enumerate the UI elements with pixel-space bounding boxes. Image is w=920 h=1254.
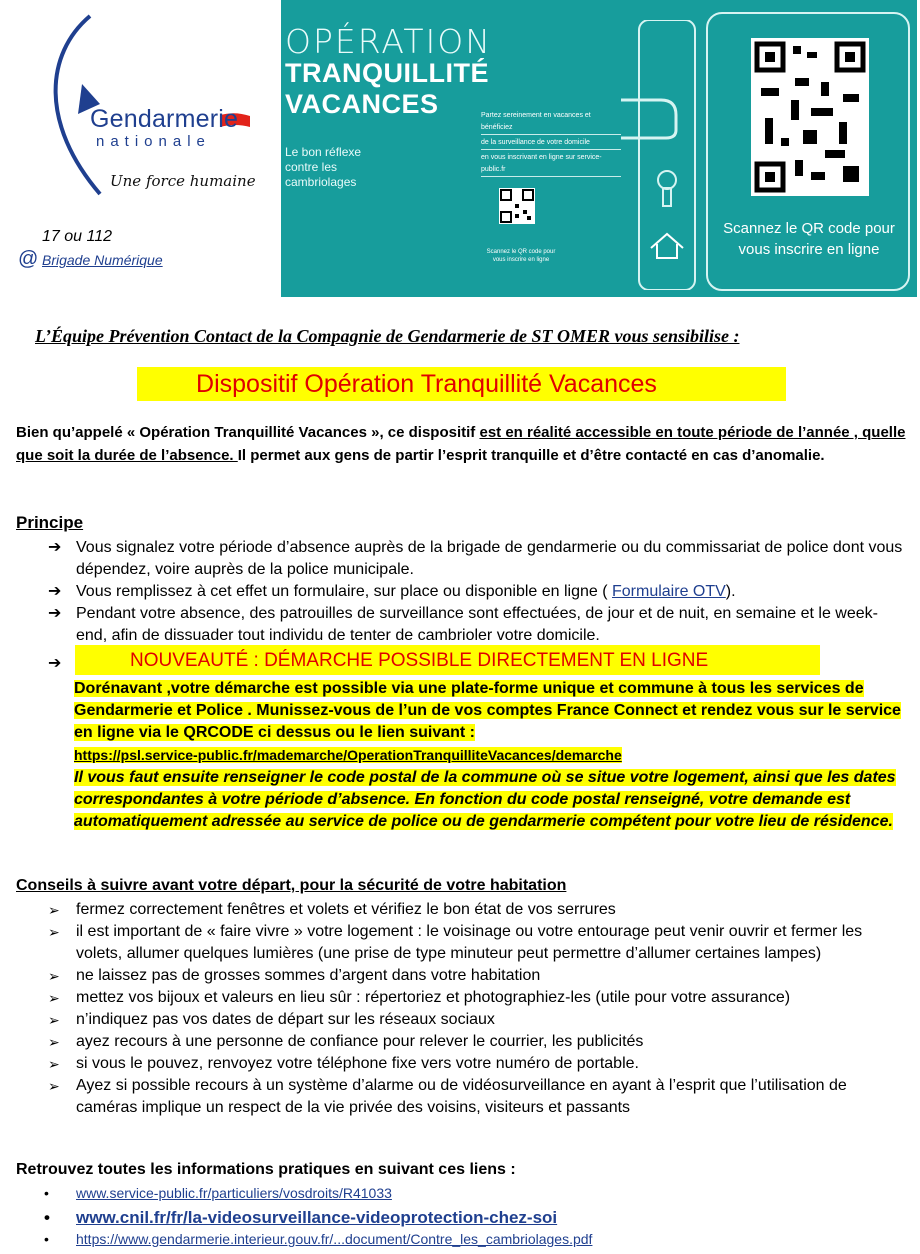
banner-tagline: Le bon réflexe contre les cambriolages bbox=[285, 145, 362, 189]
list-item-text: Vous remplissez à cet effet un formulaire, sur place ou disponible en ligne ( bbox=[76, 583, 612, 600]
banner-info-line: de la surveillance de votre domicile bbox=[481, 137, 621, 150]
logo-motto: Une force humaine bbox=[110, 172, 256, 190]
principe-heading: Principe bbox=[16, 513, 84, 532]
list-item bbox=[48, 537, 908, 581]
links-list bbox=[44, 1185, 904, 1254]
arrowhead-bullet-icon: ➢ bbox=[48, 1056, 60, 1072]
paragraph-part: Bien qu’appelé « Opération Tranquillité Vacances », ce dispositif bbox=[16, 424, 480, 441]
conseils-heading: Conseils à suivre avant votre départ, pour la sécurité de votre habitation bbox=[16, 877, 567, 894]
small-qr-code-icon bbox=[499, 188, 535, 224]
arrowhead-bullet-icon: ➢ bbox=[48, 990, 60, 1006]
intro-paragraph bbox=[16, 421, 906, 467]
list-item bbox=[48, 921, 908, 965]
list-item bbox=[48, 987, 908, 1009]
small-qr-caption: Scannez le QR code pour vous inscrire en ligne bbox=[486, 249, 556, 263]
logo-subtitle: nationale bbox=[96, 133, 211, 150]
demarche-url-link[interactable]: https://psl.service-public.fr/mademarche/OperationTranquilliteVacances/demarche bbox=[74, 747, 622, 763]
list-item-text: ne laissez pas de grosses sommes d’argent dans votre habitation bbox=[76, 967, 541, 984]
list-item-text: Pendant votre absence, des patrouilles de surveillance sont effectuées, de jour et de nuit, en semaine et le week-end, afin de dissuader tout individu de tenter de cambrioler votre domicile. bbox=[76, 605, 878, 644]
list-item-text: Ayez si possible recours à un système d’alarme ou de vidéosurveillance en ayant à l’esprit que l’utilisation de caméras implique un respect de la vie privée des voisins, visiteurs et passants bbox=[76, 1077, 847, 1116]
arrowhead-bullet-icon: ➢ bbox=[48, 1034, 60, 1050]
bullet-icon: • bbox=[44, 1185, 49, 1201]
brigade-numerique-link[interactable]: Brigade Numérique bbox=[42, 252, 163, 268]
list-item-text: fermez correctement fenêtres et volets et vérifiez le bon état de vos serrures bbox=[76, 901, 616, 918]
list-item bbox=[48, 1053, 908, 1075]
document-title: Dispositif Opération Tranquillité Vacances bbox=[196, 370, 657, 398]
banner-info-line: en vous inscrivant en ligne sur service-public.fr bbox=[481, 152, 621, 177]
list-item bbox=[48, 603, 908, 647]
nouveaute-title: NOUVEAUTÉ : DÉMARCHE POSSIBLE DIRECTEMENT EN LIGNE bbox=[130, 650, 709, 671]
emergency-numbers: 17 ou 112 bbox=[42, 228, 112, 245]
arrow-right-icon: ➔ bbox=[48, 655, 62, 672]
paragraph-emphasis: est en réalité accessible en toute période de l’année , quelle que soit la durée de l’absence. bbox=[16, 424, 906, 464]
list-item bbox=[48, 899, 908, 921]
formulaire-otv-link[interactable]: Formulaire OTV bbox=[612, 583, 726, 600]
conseils-list bbox=[48, 899, 908, 1119]
link-text[interactable]: www.service-public.fr/particuliers/vosdroits/R41033 bbox=[76, 1185, 392, 1201]
list-item bbox=[48, 1009, 908, 1031]
banner-line-operation: OPÉRATION bbox=[285, 22, 492, 61]
qr-code-icon[interactable] bbox=[751, 38, 869, 196]
list-item-text: n’indiquez pas vos dates de départ sur les réseaux sociaux bbox=[76, 1011, 495, 1028]
bullet-icon: • bbox=[44, 1231, 49, 1247]
list-item-text: si vous le pouvez, renvoyez votre téléphone fixe vers votre numéro de portable. bbox=[76, 1055, 639, 1072]
arrowhead-bullet-icon: ➢ bbox=[48, 1012, 60, 1028]
arrow-right-icon: ➔ bbox=[48, 539, 62, 556]
logo-title: Gendarmerie bbox=[90, 105, 239, 133]
arrowhead-bullet-icon: ➢ bbox=[48, 902, 60, 918]
list-item bbox=[48, 965, 908, 987]
paragraph-part: Il permet aux gens de partir l’esprit tranquille et d’être contacté en cas d’anomalie. bbox=[237, 447, 825, 464]
bullet-icon: • bbox=[44, 1208, 50, 1227]
banner-line-tranquillite: TRANQUILLITÉ bbox=[285, 58, 489, 88]
list-item bbox=[48, 1075, 908, 1119]
arrowhead-bullet-icon: ➢ bbox=[48, 968, 60, 984]
link-text[interactable]: https://www.gendarmerie.interieur.gouv.fr/...document/Contre_les_cambriolages.pdf bbox=[76, 1231, 593, 1247]
service-public-link[interactable] bbox=[44, 1185, 904, 1208]
cnil-link[interactable] bbox=[44, 1208, 904, 1231]
list-item-text: ayez recours à une personne de confiance pour relever le courrier, les publicités bbox=[76, 1033, 644, 1050]
list-item-text: mettez vos bijoux et valeurs en lieu sûr : répertoriez et photographiez-les (utile pour votre assurance) bbox=[76, 989, 791, 1006]
at-icon: @ bbox=[18, 248, 39, 270]
nouveaute-text: Dorénavant ,votre démarche est possible via une plate-forme unique et commune à tous les services de Gendarmerie et Police . Munissez-vous de l’un de vos comptes France Connect et rendez vous sur le service en ligne via le QRCODE ci dessus ou le lien suivant : bbox=[74, 680, 901, 741]
banner-line-vacances: VACANCES bbox=[285, 89, 439, 119]
nouveaute-block bbox=[74, 678, 908, 833]
arrow-right-icon: ➔ bbox=[48, 605, 62, 622]
retrouvez-heading: Retrouvez toutes les informations pratiques en suivant ces liens : bbox=[16, 1161, 516, 1178]
principe-list bbox=[48, 537, 908, 647]
nouveaute-instructions: Il vous faut ensuite renseigner le code postal de la commune où se situe votre logement, ainsi que les dates correspondantes à votre période d’absence. En fonction du code postal renseigné, votre demande est automatiquement adressée au service de police ou de gendarmerie compétent pour votre lieu de résidence. bbox=[74, 769, 896, 830]
list-item bbox=[48, 1031, 908, 1053]
arrowhead-bullet-icon: ➢ bbox=[48, 1078, 60, 1094]
list-item-text: il est important de « faire vivre » votre logement : le voisinage ou votre entourage peut venir ouvrir et fermer les volets, allumer quelques lumières (une prise de type minuteur peut permettre d’allumer certaines lampes) bbox=[76, 923, 863, 962]
link-text[interactable]: www.cnil.fr/fr/la-videosurveillance-videoprotection-chez-soi bbox=[76, 1208, 558, 1227]
door-handle-icon bbox=[621, 20, 701, 290]
arrowhead-bullet-icon: ➢ bbox=[48, 924, 60, 940]
list-item-suffix: ). bbox=[725, 583, 736, 600]
arrow-right-icon: ➔ bbox=[48, 583, 62, 600]
otv-banner bbox=[281, 0, 917, 297]
scan-qr-instruction: Scannez le QR code pour vous inscrire en ligne bbox=[723, 220, 895, 258]
banner-info-lines bbox=[481, 110, 621, 179]
list-item-text: Vous signalez votre période d’absence auprès de la brigade de gendarmerie ou du commissariat de police dont vous dépendez, voire auprès de la police municipale. bbox=[76, 539, 903, 578]
intro-heading: L’Équipe Prévention Contact de la Compagnie de Gendarmerie de ST OMER vous sensibilise : bbox=[35, 326, 740, 346]
list-item bbox=[48, 581, 908, 603]
gendarmerie-pdf-link[interactable] bbox=[44, 1231, 904, 1254]
banner-info-line: Partez sereinement en vacances et bénéficiez bbox=[481, 110, 621, 135]
